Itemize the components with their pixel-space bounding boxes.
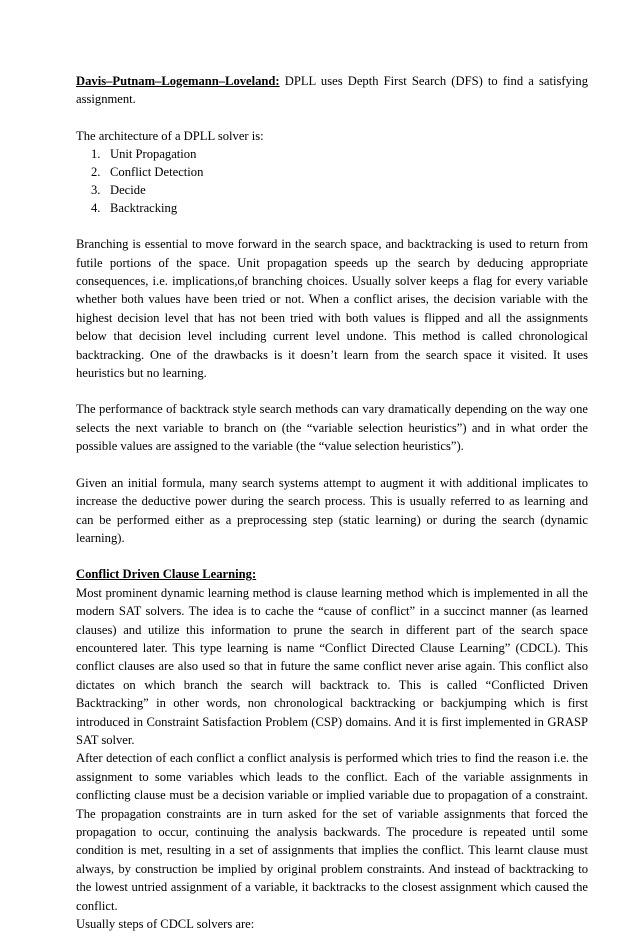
cdcl-heading: Conflict Driven Clause Learning: <box>76 567 257 582</box>
list-item <box>76 163 588 181</box>
spacer <box>76 382 588 400</box>
document-page <box>76 72 588 933</box>
spacer <box>76 217 588 235</box>
list-item <box>76 145 588 163</box>
list-label: Conflict Detection <box>110 165 204 180</box>
list-number: 3. <box>91 183 101 198</box>
spacer <box>76 109 588 127</box>
dpll-intro-text: DPLL uses Depth First Search (DFS) to find a satisfying assignment. <box>76 74 588 107</box>
cdcl-steps-intro: Usually steps of CDCL solvers are: <box>76 917 255 932</box>
list-item <box>76 181 588 199</box>
list-number: 4. <box>91 201 101 216</box>
list-label: Backtracking <box>110 201 178 216</box>
list-number: 1. <box>91 147 101 162</box>
spacer <box>76 547 588 565</box>
list-item <box>76 199 588 217</box>
learning-paragraph: Given an initial formula, many search systems attempt to augment it with additional implicates to increase the deductive power during the search process. This is usually referred to as learning and can be performed either as a preprocessing step (static learning) or during the search (dynamic learning). <box>76 475 588 545</box>
architecture-intro: The architecture of a DPLL solver is: <box>76 128 264 143</box>
list-label: Decide <box>110 183 146 198</box>
performance-paragraph: The performance of backtrack style search methods can vary dramatically depending on the way one selects the next variable to branch on (the “variable selection heuristics”) and in what order the possible values are assigned to the variable (the “value selection heuristics”). <box>76 402 588 454</box>
cdcl-paragraph-2: After detection of each conflict a conflict analysis is performed which tries to find the reason i.e. the assignment to some variables which leads to the conflict. Each of the variable assignments in conflicting clause must be a decision variable or implied variable due to propagation of a constraint. The propagation constraints are in turn asked for the set of variable assignments that forced the propagation to occur, continuing the analysis backwards. The procedure is repeated until some condition is met, resulting in a set of assignments that implies the conflict. This learnt clause must always, by construction be implied by original problem constraints. And instead of backtracking to the lowest untried assignment of a variable, it backtracks to the closest assignment which caused the conflict. <box>76 751 588 913</box>
cdcl-paragraph-1: Most prominent dynamic learning method is clause learning method which is implemented in all the modern SAT solvers. The idea is to cache the “cause of conflict” in a succinct manner (as learned clauses) and utilize this information to prune the search in different part of the search space encountered later. This type learning is name “Conflict Directed Clause Learning” (CDCL). This conflict clauses are also used so that in future the same conflict never arise again. This conflict also dictates on which branch the search will backtrack to. This is called “Conflicted Driven Backtracking” in other words, non chronological backtracking or backjumping which is first introduced in Constraint Satisfaction Problem (CSP) domains. And it is first implemented in GRASP SAT solver. <box>76 585 588 747</box>
branching-paragraph: Branching is essential to move forward in the search space, and backtracking is used to return from futile portions of the space. Unit propagation speeds up the search by deducing appropriate consequences, i.e. implications,of branching choices. Usually solver keeps a flag for every variable whether both values have been tried or not. When a conflict arises, the decision variable with the highest decision level that has not been tried with both values is flipped and all the assignments below that decision level including current level undone. This method is called chronological backtracking. One of the drawbacks is it doesn’t learn from the search space it visited. It uses heuristics but no learning. <box>76 237 588 381</box>
list-label: Unit Propagation <box>110 147 197 162</box>
list-number: 2. <box>91 165 101 180</box>
dpll-steps-list <box>76 145 588 217</box>
dpll-heading: Davis–Putnam–Logemann–Loveland: <box>76 74 280 88</box>
dpll-intro-paragraph <box>76 72 588 109</box>
spacer <box>76 456 588 474</box>
